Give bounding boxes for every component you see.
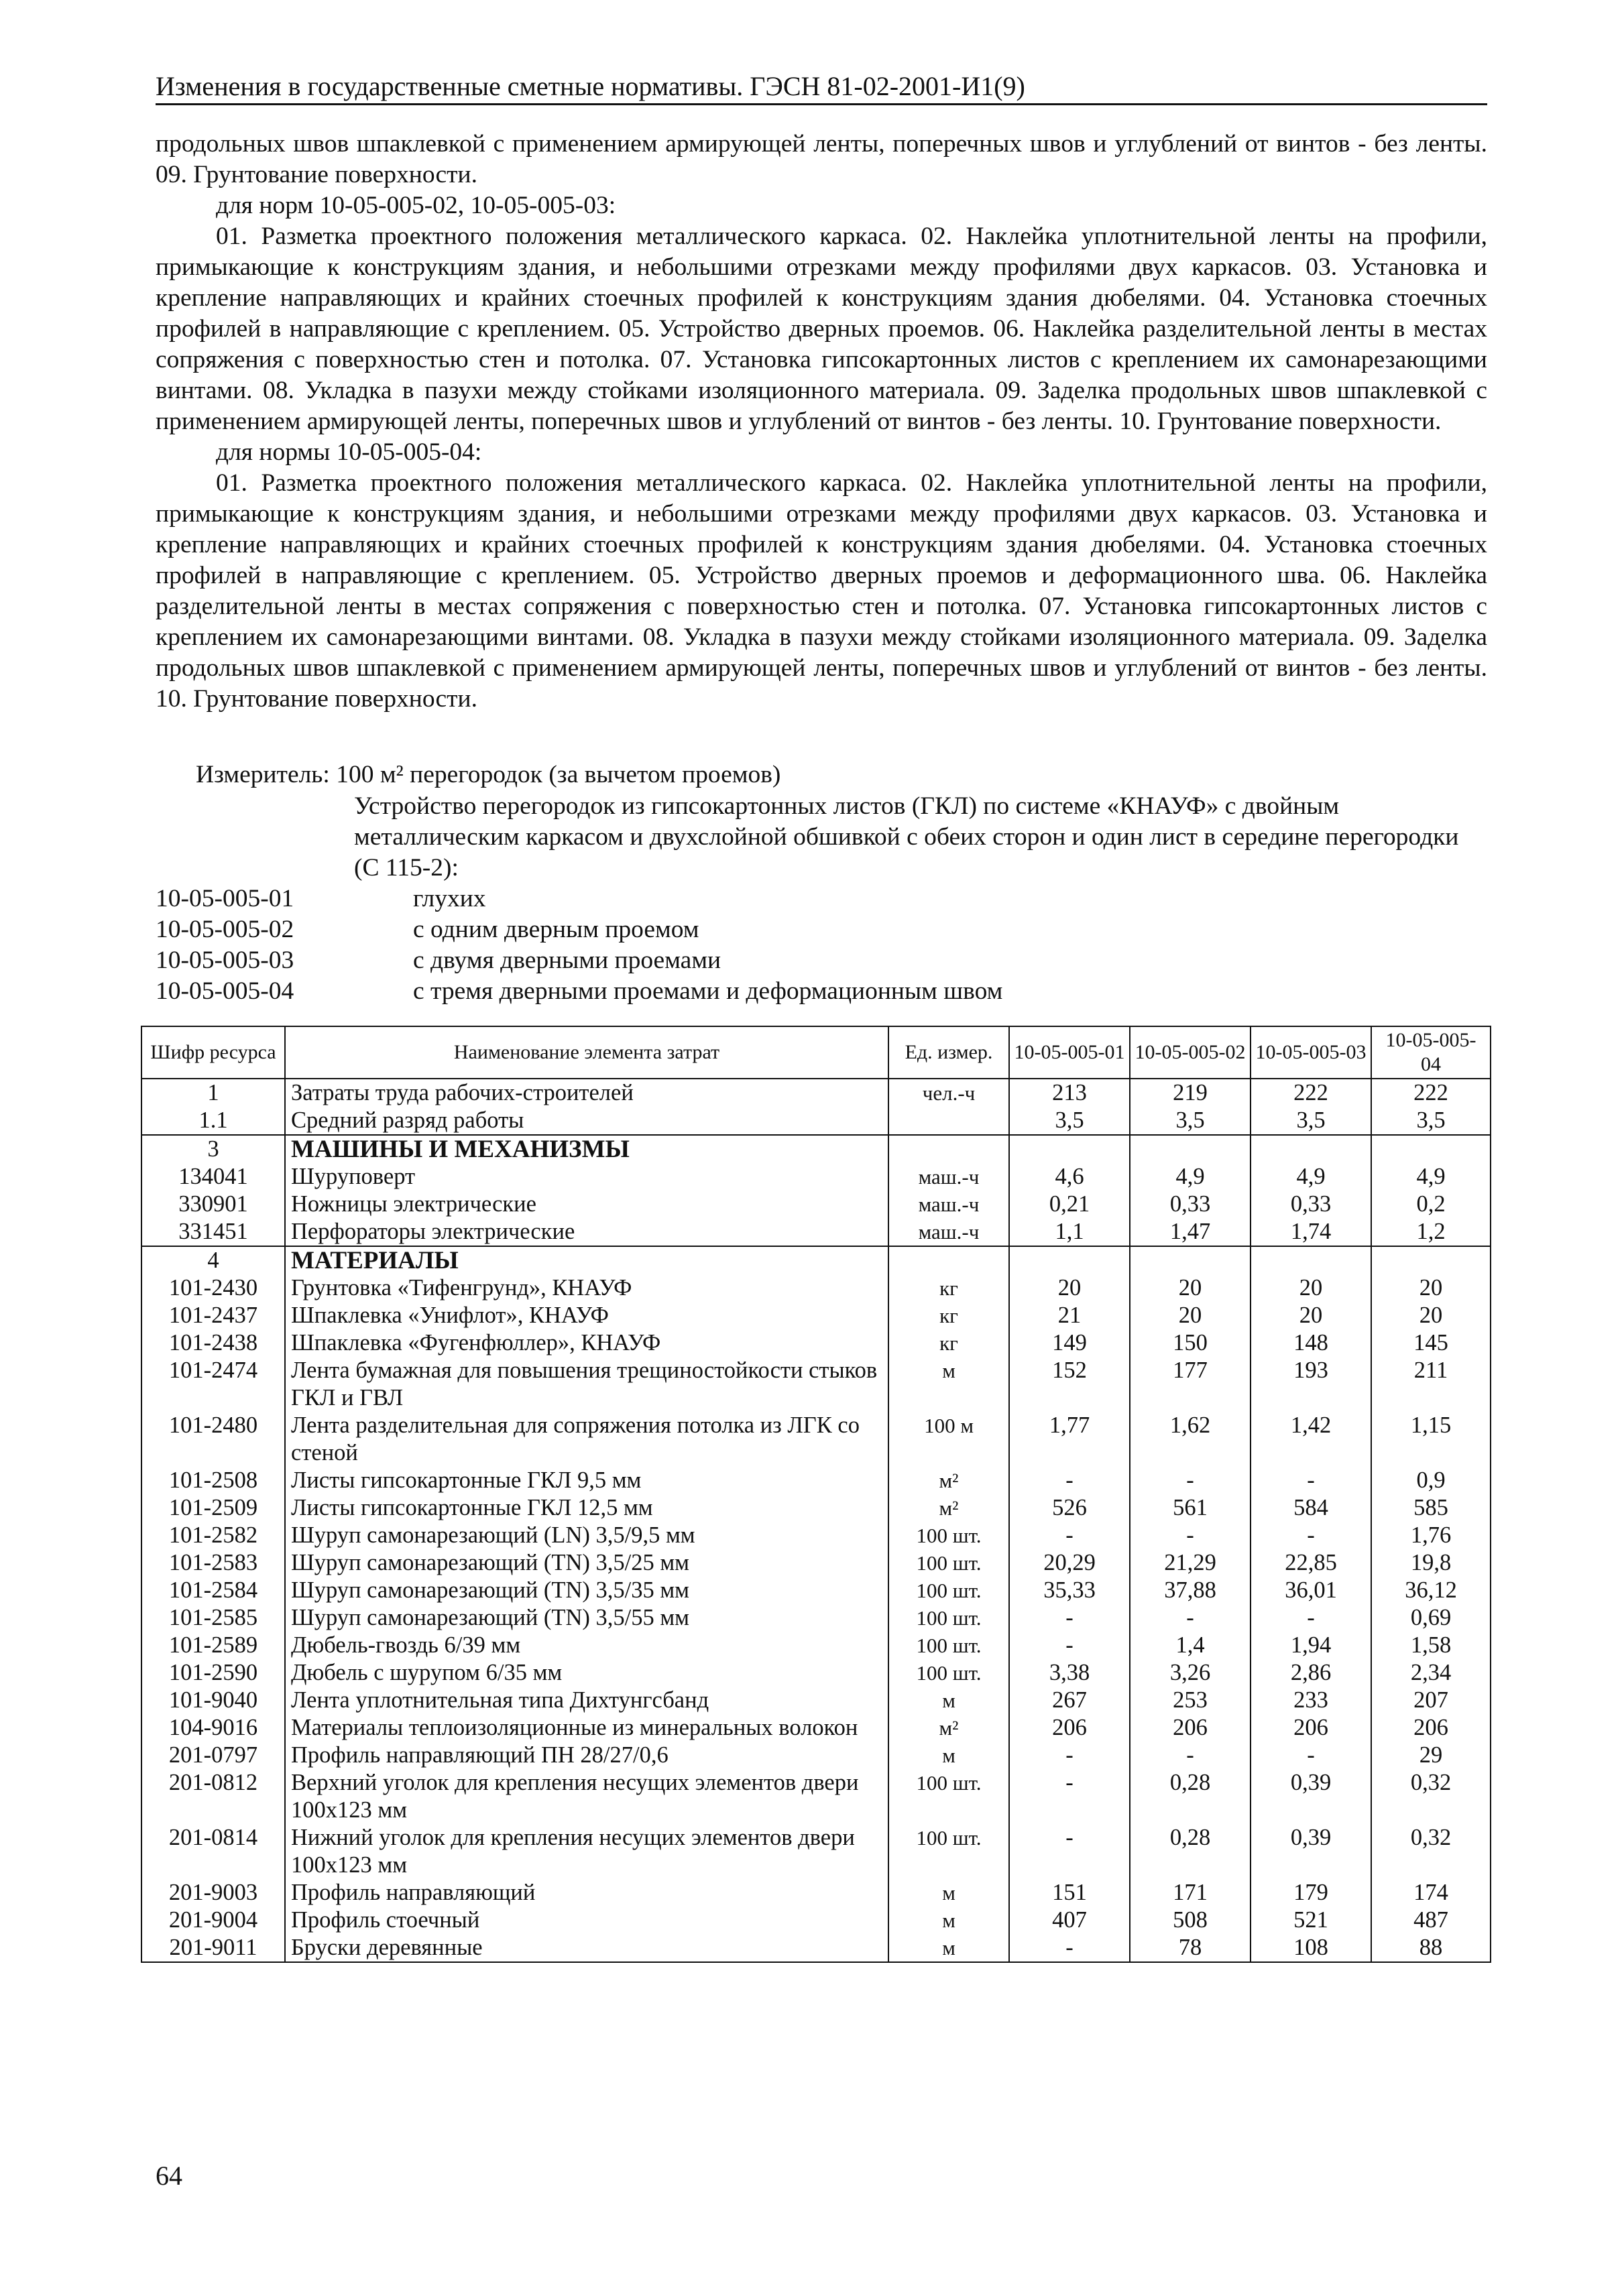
cell-name: Материалы теплоизоляционные из минеральных волокон [285, 1714, 888, 1742]
cell-value: - [1130, 1467, 1251, 1494]
table-row [141, 1549, 1491, 1577]
cell-value: 174 [1371, 1879, 1491, 1907]
cell-code: 3 [141, 1135, 285, 1163]
cell-value: 3,5 [1130, 1107, 1251, 1135]
cell-value: 1,94 [1251, 1632, 1371, 1659]
cell-unit: чел.-ч [888, 1079, 1009, 1107]
paragraph-work-list-b: 01. Разметка проектного положения металлического каркаса. 02. Наклейка уплотнительной ленты на профили, примыкающие к конструкциям здания, и небольшими отрезками между профилями двух каркасов. 03. Установка и крепление направляющих и крайних стоечных профилей к конструкциям здания дюбелями. 04. Установка стоечных профилей в направляющие с креплением. 05. Устройство дверных проемов и деформационного шва. 06. Наклейка разделительной ленты в местах сопряжения с поверхностью стен и потолка. 07. Установка гипсокартонных листов с креплением их самонарезающими винтами. 08. Укладка в пазухи между стойками изоляционного материала. 09. Заделка продольных швов шпаклевкой с применением армирующей ленты, поперечных швов и углублений от винтов - без ленты. 10. Грунтование поверхности. [156, 469, 1487, 713]
cell-name: МАШИНЫ И МЕХАНИЗМЫ [285, 1135, 888, 1163]
table-row [141, 1907, 1491, 1934]
table-row [141, 1742, 1491, 1769]
cell-code: 101-2589 [141, 1632, 285, 1659]
table-body [141, 1079, 1491, 1962]
page-header [156, 70, 1487, 105]
cell-unit: маш.-ч [888, 1191, 1009, 1218]
cell-value: 211 [1371, 1357, 1491, 1412]
table-row [141, 1879, 1491, 1907]
cell-unit: кг [888, 1302, 1009, 1329]
cell-unit: 100 шт. [888, 1577, 1009, 1604]
cell-code: 101-2585 [141, 1604, 285, 1632]
variant-row [156, 945, 1002, 976]
cell-code: 101-2590 [141, 1659, 285, 1687]
cell-value: 1,42 [1251, 1412, 1371, 1467]
header-norm-02: 10-05-005-02 [1130, 1026, 1251, 1079]
cell-value: 21 [1009, 1302, 1130, 1329]
variant-row [156, 884, 1002, 914]
work-description [156, 129, 1487, 715]
cell-unit: кг [888, 1274, 1009, 1302]
table-row [141, 1135, 1491, 1163]
cell-value: 0,28 [1130, 1769, 1251, 1824]
cell-unit: м² [888, 1494, 1009, 1522]
cell-unit: кг [888, 1329, 1009, 1357]
cell-code: 101-2430 [141, 1274, 285, 1302]
cell-value [1130, 1246, 1251, 1274]
cell-name: Лента бумажная для повышения трещиностойкости стыков ГКЛ и ГВЛ [285, 1357, 888, 1412]
cell-value: - [1009, 1824, 1130, 1879]
variant-code: 10-05-005-03 [156, 947, 294, 974]
cell-value: 78 [1130, 1934, 1251, 1962]
cell-value: 0,39 [1251, 1769, 1371, 1824]
cell-code: 201-9011 [141, 1934, 285, 1962]
table-row [141, 1412, 1491, 1467]
cell-value: 267 [1009, 1687, 1130, 1714]
cell-value: 2,34 [1371, 1659, 1491, 1687]
cell-value: 35,33 [1009, 1577, 1130, 1604]
cell-name: Нижний уголок для крепления несущих элементов двери 100x123 мм [285, 1824, 888, 1879]
cell-code: 201-0814 [141, 1824, 285, 1879]
cell-value: - [1009, 1522, 1130, 1549]
cell-value: 3,5 [1251, 1107, 1371, 1135]
cell-value: 487 [1371, 1907, 1491, 1934]
cell-value: 20 [1130, 1274, 1251, 1302]
cell-value: 0,32 [1371, 1769, 1491, 1824]
cell-name: Затраты труда рабочих-строителей [285, 1079, 888, 1107]
cell-unit: м [888, 1742, 1009, 1769]
cell-value: 584 [1251, 1494, 1371, 1522]
cell-code: 101-2583 [141, 1549, 285, 1577]
cell-code: 201-0797 [141, 1742, 285, 1769]
cell-unit: 100 шт. [888, 1769, 1009, 1824]
variant-text: с двумя дверными проемами [413, 947, 721, 974]
cell-code: 101-2508 [141, 1467, 285, 1494]
cell-name: Шпаклевка «Фугенфюллер», КНАУФ [285, 1329, 888, 1357]
cell-name: Грунтовка «Тифенгрунд», КНАУФ [285, 1274, 888, 1302]
cell-value: - [1009, 1604, 1130, 1632]
cell-value [1371, 1246, 1491, 1274]
table-row [141, 1934, 1491, 1962]
cell-value: 152 [1009, 1357, 1130, 1412]
cell-value: 21,29 [1130, 1549, 1251, 1577]
table-row [141, 1824, 1491, 1879]
resources-table [141, 1026, 1491, 1963]
cell-value: 1,58 [1371, 1632, 1491, 1659]
cell-value: 4,6 [1009, 1163, 1130, 1191]
table-header-row [141, 1026, 1491, 1079]
cell-unit [888, 1246, 1009, 1274]
cell-value: 0,9 [1371, 1467, 1491, 1494]
cell-code: 201-9004 [141, 1907, 285, 1934]
cell-value [1009, 1135, 1130, 1163]
cell-value: - [1009, 1769, 1130, 1824]
cell-value: 88 [1371, 1934, 1491, 1962]
cell-value: 150 [1130, 1329, 1251, 1357]
cell-value: 37,88 [1130, 1577, 1251, 1604]
cell-name: Ножницы электрические [285, 1191, 888, 1218]
cell-value: 4,9 [1130, 1163, 1251, 1191]
cell-value [1371, 1135, 1491, 1163]
cell-value: 177 [1130, 1357, 1251, 1412]
cell-value: - [1130, 1604, 1251, 1632]
cell-value: 0,69 [1371, 1604, 1491, 1632]
table-row [141, 1769, 1491, 1824]
cell-value: 526 [1009, 1494, 1130, 1522]
cell-name: Шуруп самонарезающий (TN) 3,5/25 мм [285, 1549, 888, 1577]
cell-unit [888, 1135, 1009, 1163]
cell-value: 22,85 [1251, 1549, 1371, 1577]
cell-name: Шуруп самонарезающий (TN) 3,5/55 мм [285, 1604, 888, 1632]
cell-name: Шуруп самонарезающий (TN) 3,5/35 мм [285, 1577, 888, 1604]
cell-value: 20,29 [1009, 1549, 1130, 1577]
header-norm-03: 10-05-005-03 [1251, 1026, 1371, 1079]
cell-value: 0,32 [1371, 1824, 1491, 1879]
cell-value: 20 [1251, 1274, 1371, 1302]
cell-code: 101-2438 [141, 1329, 285, 1357]
cell-value: 4,9 [1371, 1163, 1491, 1191]
header-norm-01: 10-05-005-01 [1009, 1026, 1130, 1079]
variant-code: 10-05-005-04 [156, 977, 294, 1005]
header-title: Изменения в государственные сметные нормативы. ГЭСН 81-02-2001-И1(9) [156, 71, 1025, 101]
cell-name: Дюбель с шурупом 6/35 мм [285, 1659, 888, 1687]
cell-value [1251, 1246, 1371, 1274]
table-row [141, 1632, 1491, 1659]
cell-value: 3,5 [1009, 1107, 1130, 1135]
paragraph-work-list-a: 01. Разметка проектного положения металлического каркаса. 02. Наклейка уплотнительной ленты на профили, примыкающие к конструкциям здания, и небольшими отрезками между профилями двух каркасов. 03. Установка и крепление направляющих и крайних стоечных профилей к конструкциям здания дюбелями. 04. Установка стоечных профилей в направляющие с креплением. 05. Устройство дверных проемов. 06. Наклейка разделительной ленты в местах сопряжения с поверхностью стен и потолка. 07. Установка гипсокартонных листов с креплением их самонарезающими винтами. 08. Укладка в пазухи между стойками изоляционного материала. 09. Заделка продольных швов шпаклевкой с применением армирующей ленты, поперечных швов и углублений от винтов - без ленты. 10. Грунтование поверхности. [156, 223, 1487, 435]
cell-value: - [1130, 1742, 1251, 1769]
cell-value: 4,9 [1251, 1163, 1371, 1191]
cell-value: 20 [1130, 1302, 1251, 1329]
cell-value: 206 [1009, 1714, 1130, 1742]
cell-unit: м [888, 1907, 1009, 1934]
cell-value: 207 [1371, 1687, 1491, 1714]
cell-value: 1,62 [1130, 1412, 1251, 1467]
cell-code: 101-2474 [141, 1357, 285, 1412]
cell-value: 0,39 [1251, 1824, 1371, 1879]
cell-value: - [1251, 1467, 1371, 1494]
cell-value: 145 [1371, 1329, 1491, 1357]
cell-value: 1,74 [1251, 1218, 1371, 1246]
cell-name: Дюбель-гвоздь 6/39 мм [285, 1632, 888, 1659]
cell-unit: 100 шт. [888, 1632, 1009, 1659]
paragraph-continuation: продольных швов шпаклевкой с применением армирующей ленты, поперечных швов и углублений от винтов - без ленты. 09. Грунтование поверхности. [156, 130, 1487, 188]
cell-unit [888, 1107, 1009, 1135]
cell-value: 3,5 [1371, 1107, 1491, 1135]
variant-row [156, 976, 1002, 1007]
cell-value: 36,01 [1251, 1577, 1371, 1604]
cell-value: 521 [1251, 1907, 1371, 1934]
cell-code: 201-9003 [141, 1879, 285, 1907]
cell-unit: 100 шт. [888, 1522, 1009, 1549]
table-row [141, 1659, 1491, 1687]
cell-unit: м [888, 1934, 1009, 1962]
cell-value: 0,33 [1251, 1191, 1371, 1218]
table-row [141, 1577, 1491, 1604]
cell-unit: м [888, 1687, 1009, 1714]
cell-value: 3,38 [1009, 1659, 1130, 1687]
cell-value [1251, 1135, 1371, 1163]
table-row [141, 1079, 1491, 1107]
cell-value: 3,26 [1130, 1659, 1251, 1687]
cell-name: Профиль стоечный [285, 1907, 888, 1934]
variant-text: с тремя дверными проемами и деформационным швом [413, 977, 1003, 1005]
cell-name: Верхний уголок для крепления несущих элементов двери 100x123 мм [285, 1769, 888, 1824]
cell-value: 0,21 [1009, 1191, 1130, 1218]
cell-unit: м² [888, 1714, 1009, 1742]
cell-value: 29 [1371, 1742, 1491, 1769]
cell-value: 1,4 [1130, 1632, 1251, 1659]
cell-name: Бруски деревянные [285, 1934, 888, 1962]
cell-value: 233 [1251, 1687, 1371, 1714]
table-row [141, 1163, 1491, 1191]
cell-value: 1,15 [1371, 1412, 1491, 1467]
cell-value: - [1251, 1522, 1371, 1549]
cell-code: 1 [141, 1079, 285, 1107]
header-norm-04: 10-05-005-04 [1371, 1026, 1491, 1079]
cell-unit: 100 м [888, 1412, 1009, 1467]
cell-unit: 100 шт. [888, 1549, 1009, 1577]
cell-value: 171 [1130, 1879, 1251, 1907]
cell-value: - [1009, 1632, 1130, 1659]
cell-unit: 100 шт. [888, 1659, 1009, 1687]
norm-applicability-a: для норм 10-05-005-02, 10-05-005-03: [216, 192, 616, 219]
cell-code: 101-2437 [141, 1302, 285, 1329]
cell-code: 101-9040 [141, 1687, 285, 1714]
header-unit: Ед. измер. [888, 1026, 1009, 1079]
cell-value [1130, 1135, 1251, 1163]
cell-code: 201-0812 [141, 1769, 285, 1824]
table-row [141, 1467, 1491, 1494]
cell-value: 193 [1251, 1357, 1371, 1412]
table-row [141, 1191, 1491, 1218]
cell-value: 1,77 [1009, 1412, 1130, 1467]
cell-value: 1,1 [1009, 1218, 1130, 1246]
table-row [141, 1714, 1491, 1742]
variant-text: глухих [413, 885, 486, 912]
table-row [141, 1522, 1491, 1549]
cell-name: Шпаклевка «Унифлот», КНАУФ [285, 1302, 888, 1329]
cell-value: 407 [1009, 1907, 1130, 1934]
cell-value: 206 [1130, 1714, 1251, 1742]
cell-name: Шуруп самонарезающий (LN) 3,5/9,5 мм [285, 1522, 888, 1549]
cell-value: 20 [1251, 1302, 1371, 1329]
cell-value: 108 [1251, 1934, 1371, 1962]
cell-value: - [1130, 1522, 1251, 1549]
cell-unit: маш.-ч [888, 1163, 1009, 1191]
cell-unit: 100 шт. [888, 1604, 1009, 1632]
cell-code: 331451 [141, 1218, 285, 1246]
cell-value: 0,2 [1371, 1191, 1491, 1218]
cell-value: 20 [1371, 1274, 1491, 1302]
cell-code: 330901 [141, 1191, 285, 1218]
cell-name: МАТЕРИАЛЫ [285, 1246, 888, 1274]
cell-name: Средний разряд работы [285, 1107, 888, 1135]
cell-value: 36,12 [1371, 1577, 1491, 1604]
variant-code: 10-05-005-01 [156, 885, 294, 912]
variant-code: 10-05-005-02 [156, 916, 294, 943]
cell-unit: м [888, 1879, 1009, 1907]
cell-value: 20 [1009, 1274, 1130, 1302]
cell-value: - [1251, 1604, 1371, 1632]
cell-value: 149 [1009, 1329, 1130, 1357]
cell-value: - [1009, 1467, 1130, 1494]
cell-unit: 100 шт. [888, 1824, 1009, 1879]
cell-value: - [1009, 1742, 1130, 1769]
header-code: Шифр ресурса [141, 1026, 285, 1079]
cell-value: 585 [1371, 1494, 1491, 1522]
cell-value: 508 [1130, 1907, 1251, 1934]
cell-name: Шуруповерт [285, 1163, 888, 1191]
cell-code: 101-2582 [141, 1522, 285, 1549]
table-row [141, 1218, 1491, 1246]
cell-value: 148 [1251, 1329, 1371, 1357]
cell-value: 0,28 [1130, 1824, 1251, 1879]
cell-value: - [1009, 1934, 1130, 1962]
table-row [141, 1687, 1491, 1714]
cell-code: 101-2480 [141, 1412, 285, 1467]
cell-value: 0,33 [1130, 1191, 1251, 1218]
cell-unit: м [888, 1357, 1009, 1412]
cell-value: 1,47 [1130, 1218, 1251, 1246]
table-row [141, 1274, 1491, 1302]
cell-code: 1.1 [141, 1107, 285, 1135]
cell-value: 206 [1251, 1714, 1371, 1742]
table-caption: Устройство перегородок из гипсокартонных листов (ГКЛ) по системе «КНАУФ» с двойным металлическим каркасом и двухслойной обшивкой с обеих сторон и один лист в середине перегородки (С 115-2): [354, 792, 1459, 882]
cell-value: 222 [1251, 1079, 1371, 1107]
cell-value: 151 [1009, 1879, 1130, 1907]
cell-value: 222 [1371, 1079, 1491, 1107]
cell-value: 219 [1130, 1079, 1251, 1107]
cell-value: 19,8 [1371, 1549, 1491, 1577]
cell-name: Листы гипсокартонные ГКЛ 12,5 мм [285, 1494, 888, 1522]
cell-name: Лента уплотнительная типа Дихтунгсбанд [285, 1687, 888, 1714]
norm-applicability-b: для нормы 10-05-005-04: [216, 438, 482, 466]
measurer-line: Измеритель: 100 м² перегородок (за вычетом проемов) [196, 761, 781, 788]
cell-code: 101-2509 [141, 1494, 285, 1522]
cell-name: Профиль направляющий [285, 1879, 888, 1907]
cell-value: 213 [1009, 1079, 1130, 1107]
norm-variants-list [156, 884, 1002, 1007]
variant-text: с одним дверным проемом [413, 916, 699, 943]
cell-value: 1,2 [1371, 1218, 1491, 1246]
cell-value [1009, 1246, 1130, 1274]
cell-value: 179 [1251, 1879, 1371, 1907]
table-row [141, 1246, 1491, 1274]
variant-row [156, 914, 1002, 945]
cell-value: 561 [1130, 1494, 1251, 1522]
cell-unit: м² [888, 1467, 1009, 1494]
cell-name: Профиль направляющий ПН 28/27/0,6 [285, 1742, 888, 1769]
cell-unit: маш.-ч [888, 1218, 1009, 1246]
cell-code: 134041 [141, 1163, 285, 1191]
cell-value: 20 [1371, 1302, 1491, 1329]
cell-value: 2,86 [1251, 1659, 1371, 1687]
cell-name: Лента разделительная для сопряжения потолка из ЛГК со стеной [285, 1412, 888, 1467]
table-row [141, 1494, 1491, 1522]
cell-name: Перфораторы электрические [285, 1218, 888, 1246]
table-row [141, 1329, 1491, 1357]
cell-code: 101-2584 [141, 1577, 285, 1604]
cell-value: 1,76 [1371, 1522, 1491, 1549]
table-row [141, 1302, 1491, 1329]
table-row [141, 1604, 1491, 1632]
cell-name: Листы гипсокартонные ГКЛ 9,5 мм [285, 1467, 888, 1494]
cell-value: - [1251, 1742, 1371, 1769]
cell-code: 4 [141, 1246, 285, 1274]
header-name: Наименование элемента затрат [285, 1026, 888, 1079]
cell-value: 253 [1130, 1687, 1251, 1714]
cell-code: 104-9016 [141, 1714, 285, 1742]
cell-value: 206 [1371, 1714, 1491, 1742]
page-number: 64 [156, 2161, 182, 2191]
table-row [141, 1107, 1491, 1135]
table-row [141, 1357, 1491, 1412]
